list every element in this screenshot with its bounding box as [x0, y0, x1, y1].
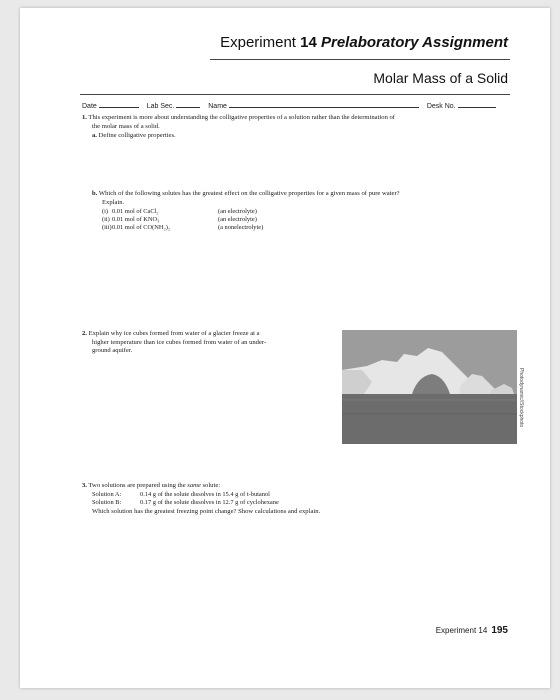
lab-sec-blank[interactable]: [176, 101, 200, 108]
q3-question: Which solution has the greatest freezing point change? Show calculations and explain.: [92, 508, 321, 515]
q1-line2: the molar mass of a solid.: [92, 123, 160, 130]
question-2: [82, 330, 342, 356]
solution-b-row: Solution B: 0.17 g of the solute dissolves in 12.7 g of cyclohexane: [92, 499, 279, 506]
q1-part-b: [92, 190, 532, 199]
question-3: [82, 482, 522, 491]
q2-line1: Explain why ice cubes formed from water of a glacier freeze at a: [88, 330, 260, 337]
desk-no-label: Desk No.: [426, 103, 456, 110]
page-number: 195: [491, 625, 508, 636]
title-suffix: Prelaboratory Assignment: [321, 34, 508, 51]
q3-solutions: [92, 491, 279, 507]
photo-credit: Photodynamic/iStockphoto: [518, 368, 524, 428]
q3-line1-pre: Two solutions are prepared using the: [88, 482, 188, 489]
q2-number: 2.: [82, 330, 87, 337]
option-row: (iii)0.01 mol of CO(NH₂)₂ (a nonelectrolyte): [102, 224, 264, 231]
q1b-label: b.: [92, 190, 98, 197]
q1-line1: This experiment is more about understanding the colligative properties of a solution rather than the determination of: [88, 114, 396, 121]
title-number: 14: [300, 34, 317, 51]
q1-number: 1.: [82, 114, 87, 121]
q3-number: 3.: [82, 482, 87, 489]
footer-label: Experiment 14: [435, 626, 488, 635]
page-subtitle: Molar Mass of a Solid: [373, 70, 508, 86]
worksheet-page: [20, 8, 550, 688]
option-row: (ii) 0.01 mol of KNO₃ (an electrolyte): [102, 216, 257, 223]
q2-line3: ground aquifer.: [92, 347, 133, 355]
subtitle-rule: [80, 94, 510, 95]
desk-no-blank[interactable]: [458, 101, 496, 108]
glacier-photo: [342, 330, 517, 444]
student-info-fields: [82, 101, 512, 110]
page-title: [220, 34, 508, 51]
q1a-text: Define colligative properties.: [98, 132, 176, 139]
q1b-options: [102, 208, 263, 232]
solution-a-row: Solution A: 0.14 g of the solute dissolves in 15.4 g of t-butanol: [92, 491, 270, 498]
option-row: (i) 0.01 mol of CaCl₂ (an electrolyte): [102, 208, 257, 215]
name-label: Name: [208, 103, 227, 110]
date-label: Date: [82, 103, 97, 110]
question-1: [82, 114, 522, 123]
q1a-label: a.: [92, 132, 97, 139]
q1b-text: Which of the following solutes has the greatest effect on the colligative properties for a given mass of pure water?: [98, 190, 400, 197]
q1b-explain: Explain.: [102, 199, 125, 206]
name-blank[interactable]: [229, 101, 419, 108]
page-footer: [436, 625, 508, 636]
q3-line1-em: same: [187, 482, 201, 489]
q3-line1-post: solute:: [200, 482, 221, 489]
title-rule: [210, 59, 510, 60]
q1-part-a: [92, 132, 176, 141]
date-blank[interactable]: [99, 101, 139, 108]
lab-sec-label: Lab Sec.: [146, 103, 175, 110]
title-prefix: Experiment: [220, 34, 301, 51]
q2-line2: higher temperature than ice cubes formed from water of an under-: [92, 338, 267, 346]
